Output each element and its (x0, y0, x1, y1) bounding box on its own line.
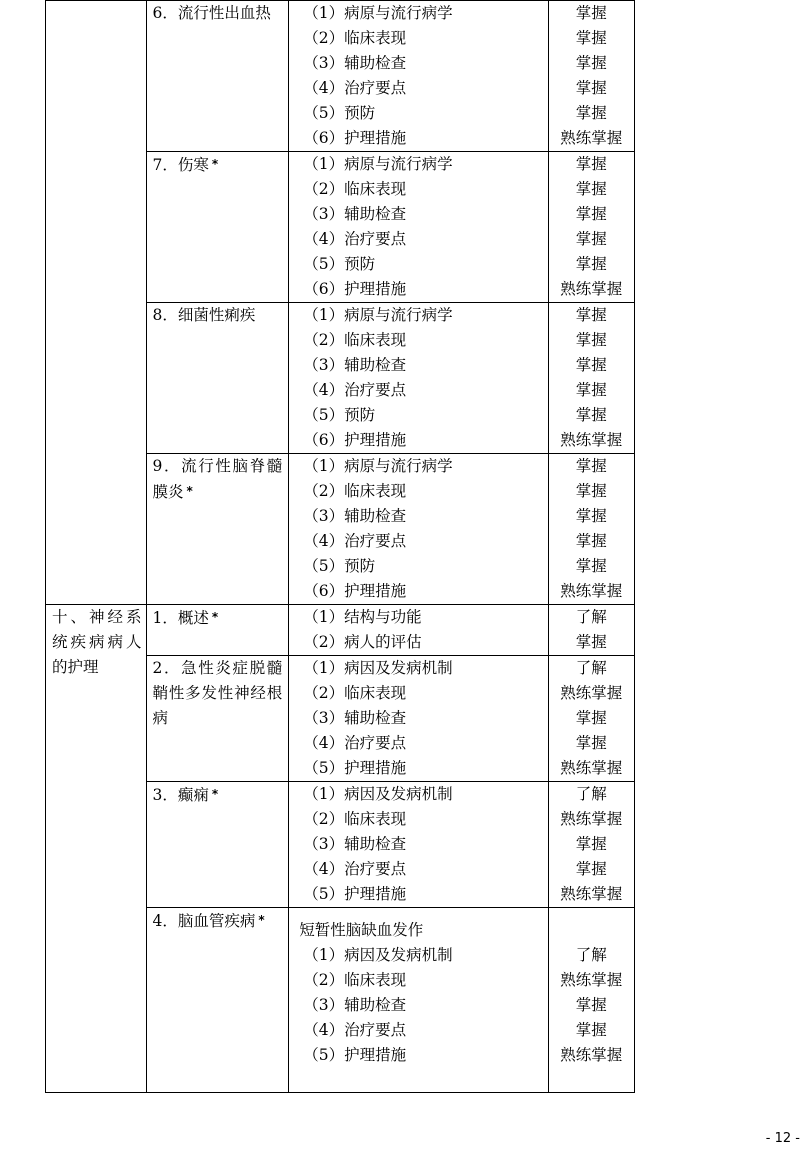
requirement-level: 了解 (575, 608, 607, 626)
content-item: （1）病原与流行病学 (303, 4, 453, 22)
page-number: - 12 - (765, 1131, 800, 1146)
content-item: （2）临床表现 (303, 684, 407, 702)
category-cell (46, 605, 147, 1093)
requirement-level: 掌握 (575, 406, 607, 424)
content-item: （1）病原与流行病学 (303, 457, 453, 475)
requirement-level: 掌握 (575, 155, 607, 173)
requirement-level: 掌握 (575, 381, 607, 399)
requirement-level: 掌握 (575, 996, 607, 1014)
key-topic-star-icon: * (211, 610, 219, 624)
content-item: （1）结构与功能 (303, 608, 422, 626)
content-item: （4）治疗要点 (303, 1021, 407, 1039)
requirement-level: 了解 (575, 659, 607, 677)
content-item: （2）临床表现 (303, 180, 407, 198)
category-cell (46, 1, 147, 605)
requirement-level: 掌握 (575, 633, 607, 651)
category-label: 十、神经系统疾病病人的护理 (52, 608, 142, 676)
cell-padding (303, 1068, 543, 1092)
content-item: （4）治疗要点 (303, 532, 407, 550)
content-items-cell (289, 605, 548, 656)
disease-cell (146, 1, 289, 152)
requirement-level: 熟练掌握 (560, 1046, 623, 1064)
disease-cell (146, 454, 289, 605)
requirement-level-cell (548, 1, 634, 152)
requirement-level: 掌握 (575, 507, 607, 525)
requirement-level: 掌握 (575, 29, 607, 47)
content-item: （4）治疗要点 (303, 734, 407, 752)
requirement-level: 掌握 (575, 255, 607, 273)
content-item: （4）治疗要点 (303, 230, 407, 248)
requirement-level: 熟练掌握 (560, 885, 623, 903)
content-item: （3）辅助检查 (303, 205, 407, 223)
disease-name: 9．流行性脑脊髓膜炎 (152, 457, 283, 501)
requirement-level: 了解 (575, 785, 607, 803)
disease-title (147, 454, 289, 505)
content-item: （6）护理措施 (303, 129, 407, 147)
content-items-cell (289, 782, 548, 908)
cell-spacer (549, 908, 634, 943)
requirement-level: 掌握 (575, 54, 607, 72)
content-item: （2）临床表现 (303, 331, 407, 349)
content-items-cell (289, 1, 548, 152)
requirement-level: 熟练掌握 (560, 684, 623, 702)
content-item: （6）护理措施 (303, 431, 407, 449)
requirement-level: 熟练掌握 (560, 759, 623, 777)
requirement-level: 掌握 (575, 205, 607, 223)
requirement-level: 掌握 (575, 709, 607, 727)
disease-name: 2．急性炎症脱髓鞘性多发性神经根病 (152, 659, 283, 727)
requirement-level: 熟练掌握 (560, 971, 623, 989)
content-item: （3）辅助检查 (303, 507, 407, 525)
requirement-level: 熟练掌握 (560, 582, 623, 600)
content-item: （5）护理措施 (303, 885, 407, 903)
disease-cell (146, 656, 289, 782)
requirement-level: 掌握 (575, 331, 607, 349)
disease-cell (146, 303, 289, 454)
requirement-level: 掌握 (575, 835, 607, 853)
content-item: （2）临床表现 (303, 29, 407, 47)
content-item: （1）病原与流行病学 (303, 155, 453, 173)
content-item: （5）护理措施 (303, 759, 407, 777)
content-item: （5）预防 (303, 255, 376, 273)
requirement-level: 掌握 (575, 532, 607, 550)
syllabus-table (45, 0, 635, 1093)
content-item: （5）预防 (303, 557, 376, 575)
content-item: （4）治疗要点 (303, 381, 407, 399)
content-item: （1）病原与流行病学 (303, 306, 453, 324)
disease-cell (146, 908, 289, 1093)
content-item: （3）辅助检查 (303, 835, 407, 853)
disease-name: 3．癫痫 (152, 786, 209, 804)
key-topic-star-icon: * (211, 157, 219, 171)
requirement-level-cell (548, 605, 634, 656)
disease-name: 8．细菌性痢疾 (152, 306, 256, 324)
requirement-level: 掌握 (575, 104, 607, 122)
disease-title (147, 656, 289, 731)
requirement-level: 熟练掌握 (560, 280, 623, 298)
content-item: （5）预防 (303, 406, 376, 424)
key-topic-star-icon: * (211, 787, 219, 801)
requirement-level: 掌握 (575, 734, 607, 752)
content-items-cell (289, 303, 548, 454)
disease-title (147, 303, 289, 328)
requirement-level: 掌握 (575, 306, 607, 324)
disease-cell (146, 152, 289, 303)
disease-title (147, 605, 289, 631)
content-items-cell (289, 656, 548, 782)
content-subheading: 短暂性脑缺血发作 (299, 921, 424, 939)
content-item: （3）辅助检查 (303, 996, 407, 1014)
key-topic-star-icon: * (186, 484, 193, 498)
disease-name: 6．流行性出血热 (152, 4, 271, 22)
disease-title (147, 1, 289, 26)
requirement-level: 掌握 (575, 457, 607, 475)
content-item: （5）护理措施 (303, 1046, 407, 1064)
disease-name: 4．脑血管疾病 (152, 912, 256, 930)
table-row (46, 605, 635, 656)
content-item: （4）治疗要点 (303, 79, 407, 97)
requirement-level: 了解 (575, 946, 607, 964)
content-item: （6）护理措施 (303, 280, 407, 298)
content-item: （5）预防 (303, 104, 376, 122)
content-items-cell (289, 454, 548, 605)
content-item: （4）治疗要点 (303, 860, 407, 878)
requirement-level: 掌握 (575, 230, 607, 248)
requirement-level: 掌握 (575, 557, 607, 575)
requirement-level: 掌握 (575, 1021, 607, 1039)
disease-name: 7．伤寒 (152, 156, 209, 174)
requirement-level: 熟练掌握 (560, 129, 623, 147)
requirement-level: 掌握 (575, 860, 607, 878)
requirement-level: 熟练掌握 (560, 431, 623, 449)
requirement-level: 熟练掌握 (560, 810, 623, 828)
content-item: （6）护理措施 (303, 582, 407, 600)
requirement-level: 掌握 (575, 180, 607, 198)
content-items-cell (289, 908, 548, 1093)
content-item: （1）病因及发病机制 (303, 946, 453, 964)
disease-cell (146, 605, 289, 656)
content-items-cell (289, 152, 548, 303)
content-item: （2）病人的评估 (303, 633, 422, 651)
disease-title (147, 782, 289, 808)
content-item: （2）临床表现 (303, 971, 407, 989)
disease-title (147, 908, 289, 934)
disease-title (147, 152, 289, 178)
key-topic-star-icon: * (258, 913, 265, 927)
requirement-level-cell (548, 908, 634, 1093)
disease-name: 1．概述 (152, 609, 209, 627)
content-item: （1）病因及发病机制 (303, 659, 453, 677)
requirement-level-cell (548, 152, 634, 303)
requirement-level-cell (548, 656, 634, 782)
requirement-level-cell (548, 454, 634, 605)
content-item: （3）辅助检查 (303, 54, 407, 72)
requirement-level: 掌握 (575, 482, 607, 500)
table-row (46, 1, 635, 152)
disease-cell (146, 782, 289, 908)
requirement-level: 掌握 (575, 356, 607, 374)
syllabus-table-body (46, 1, 635, 1093)
requirement-level-cell (548, 303, 634, 454)
content-item: （2）临床表现 (303, 482, 407, 500)
requirement-level: 掌握 (575, 79, 607, 97)
requirement-level: 掌握 (575, 4, 607, 22)
content-item: （2）临床表现 (303, 810, 407, 828)
content-item: （3）辅助检查 (303, 356, 407, 374)
content-item: （3）辅助检查 (303, 709, 407, 727)
content-item: （1）病因及发病机制 (303, 785, 453, 803)
requirement-level-cell (548, 782, 634, 908)
